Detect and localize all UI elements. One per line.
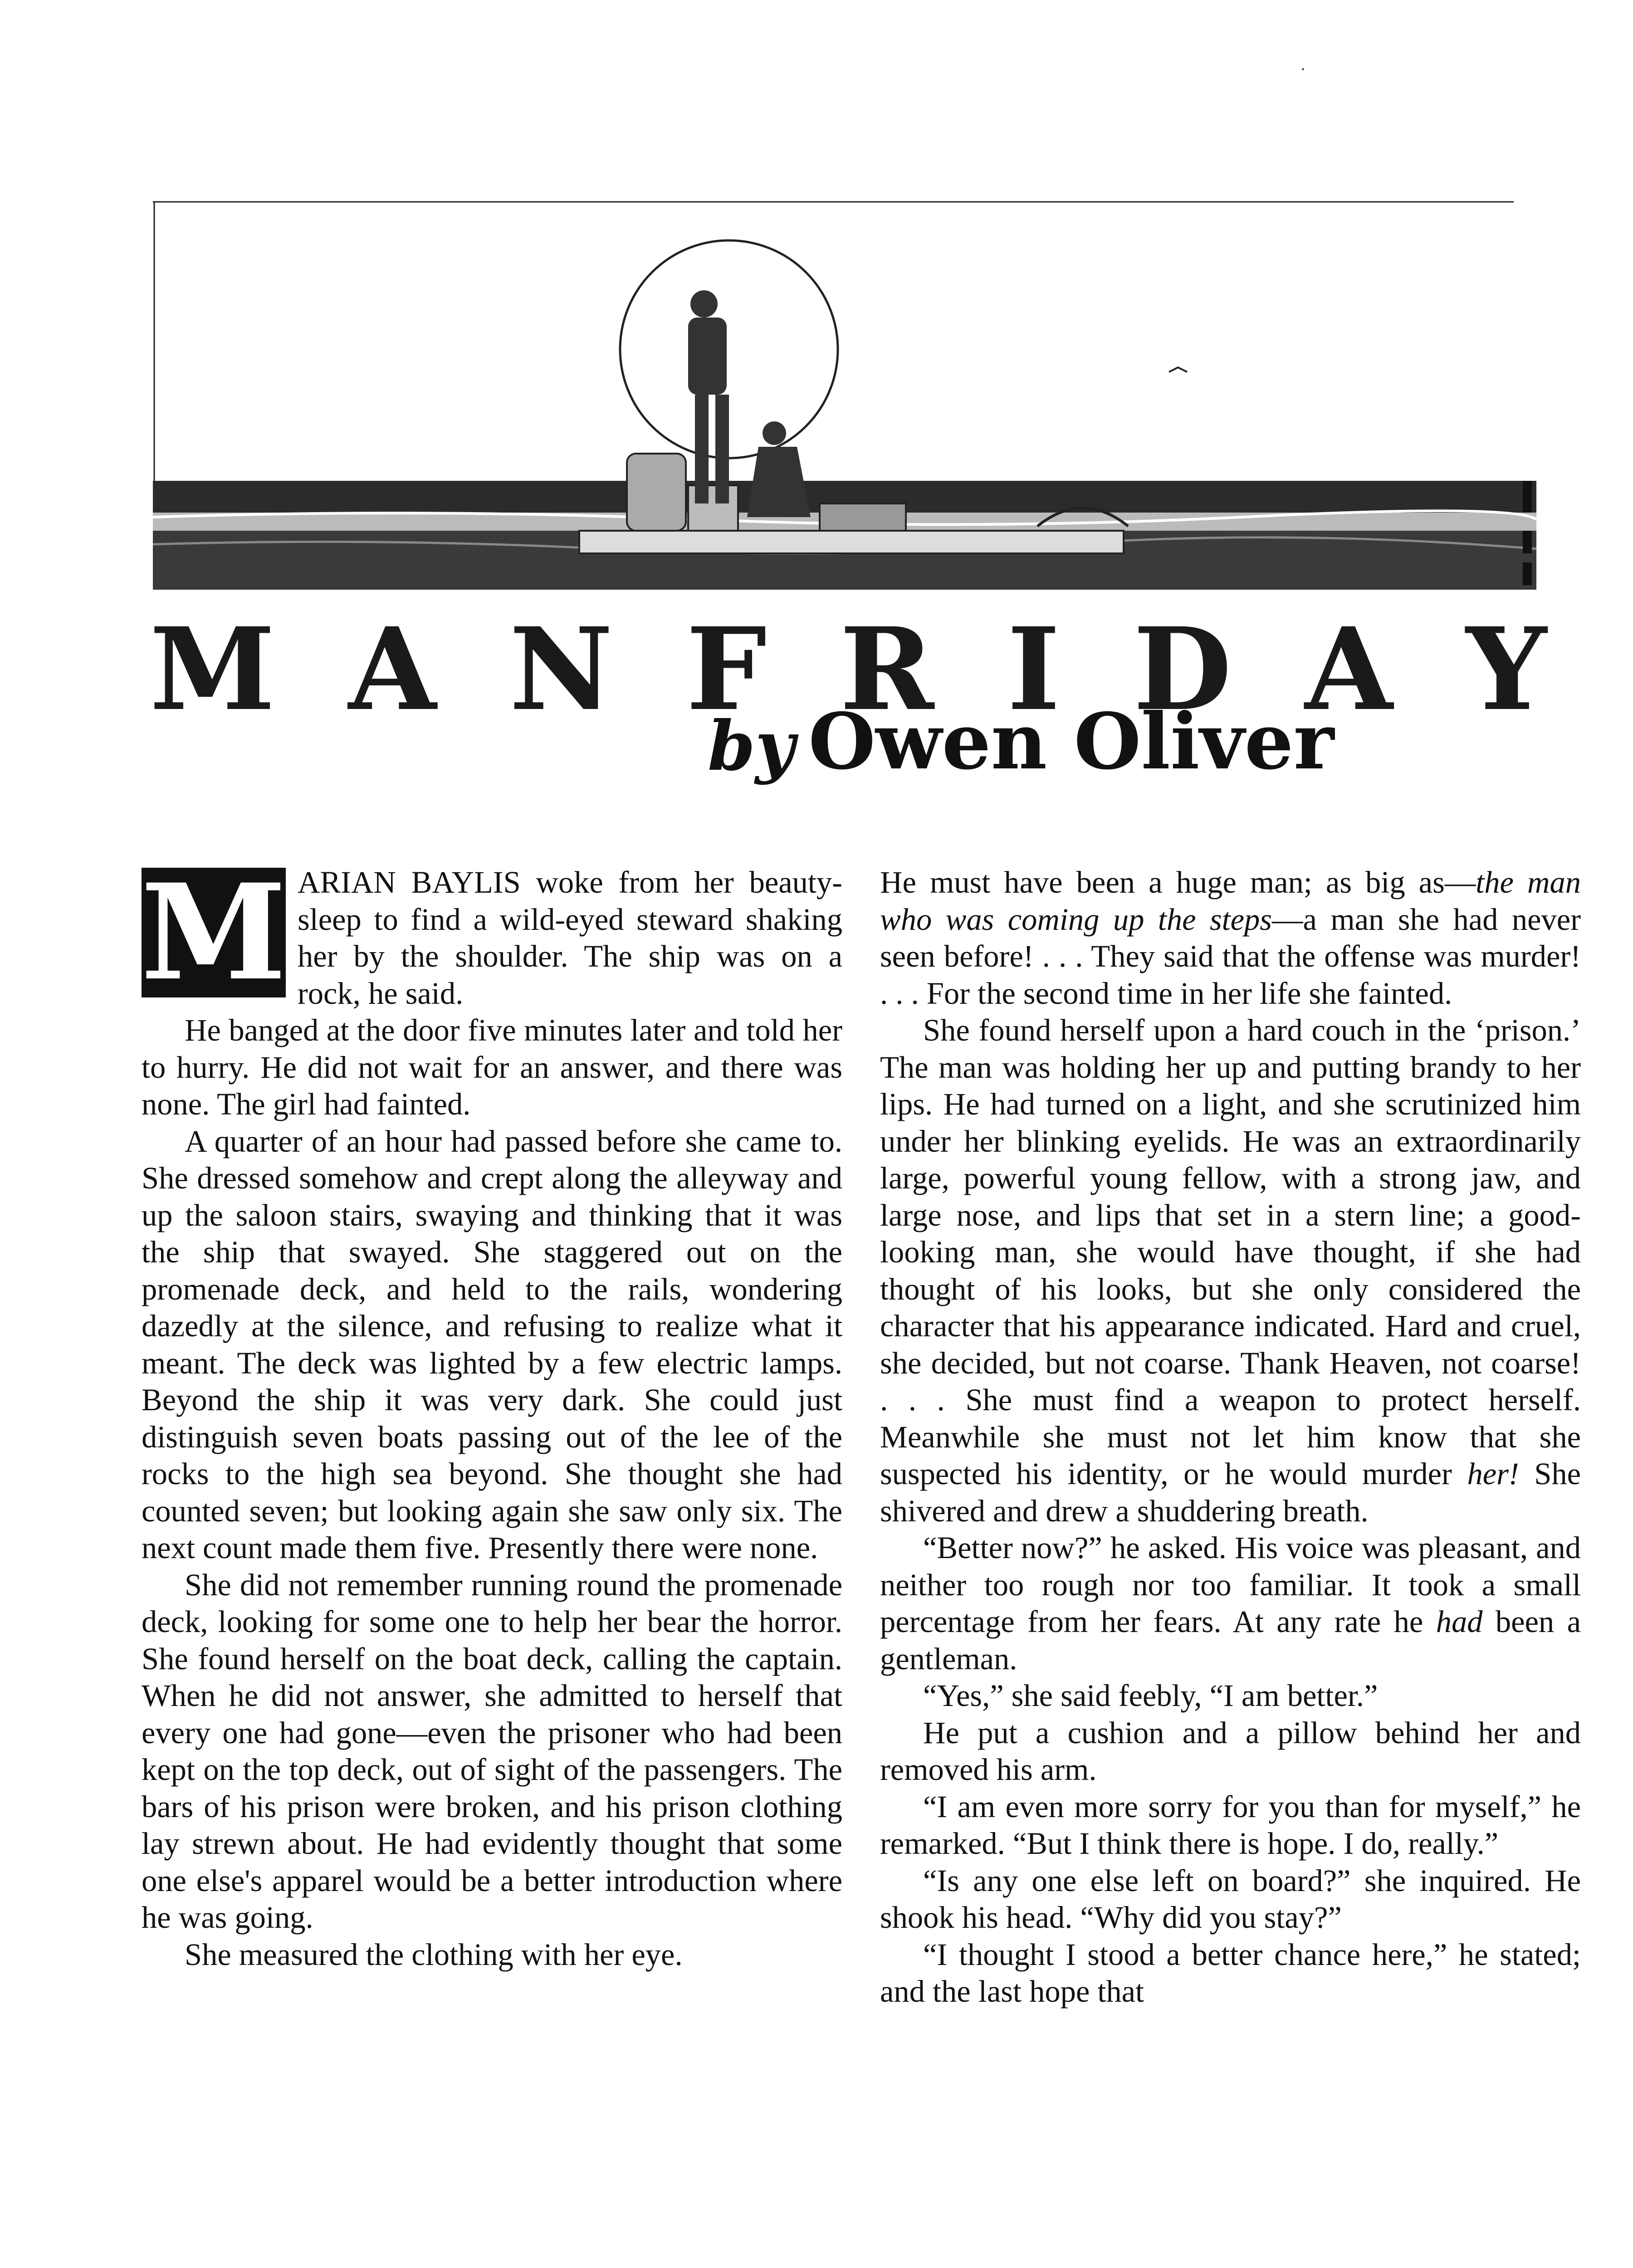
paragraph-text: “Better now?” he asked. His voice was pleasant, and neither too rough nor too familiar. It took a small percentage from her fears. At any rate he xyxy=(880,1530,1581,1639)
title-letter: Y xyxy=(1466,602,1547,736)
paragraph xyxy=(880,1530,1581,1677)
title-letter: R xyxy=(840,602,934,736)
title-letter: A xyxy=(1305,602,1393,736)
left-column xyxy=(141,855,842,1973)
paragraph xyxy=(880,1012,1581,1530)
title-letter: D xyxy=(1133,602,1232,736)
paragraph-text: He must have been a huge man; as big as— xyxy=(880,865,1476,899)
right-column xyxy=(880,864,1581,2010)
paragraph-text: —a man she had never seen before! . . . They said that the offense was murder! . . . For the second time in her life she fainted. xyxy=(880,902,1581,1011)
header-illustration xyxy=(153,200,1536,612)
paragraph xyxy=(141,855,842,1012)
paragraph: She measured the clothing with her eye. xyxy=(185,1937,683,1972)
emphasis: had xyxy=(1436,1604,1483,1639)
paragraph: “I am even more sorry for you than for myself,” he remarked. “But I think there is hope. I do, really.” xyxy=(880,1789,1581,1861)
title-letter: A xyxy=(348,602,436,736)
paragraph: A quarter of an hour had passed before she came to. She dressed somehow and crept along the alleyway and up the saloon stairs, swaying and thinking that it was the ship that swayed. She staggered out on the promenade deck, and held to the rails, wondering dazedly at the silence, and refusing to realize what it meant. The deck was lighted by a few electric lamps. Beyond the ship it was very dark. She could just distinguish seven boats passing out of the lee of the rocks to the high sea beyond. She thought she had counted seven; but looking again she saw only six. The next count made them five. Presently there were none. xyxy=(142,1124,842,1565)
paragraph: “Is any one else left on board?” she inquired. He shook his head. “Why did you stay?” xyxy=(880,1863,1581,1935)
speck xyxy=(1302,68,1304,70)
paragraph-text: She shivered and drew a shuddering breath. xyxy=(880,1457,1581,1528)
title-letter: N xyxy=(509,602,613,736)
paragraph-text: been a gentleman. xyxy=(880,1604,1581,1676)
paragraph-text: She found herself upon a hard couch in the ‘prison.’ The man was holding her up and putting brandy to her lips. He had turned on a light, and she scrutinized him under her blinking eyelids. He was an extraordinarily large, powerful young fellow, with a strong jaw, and large nose, and lips that set in a stern line; a good-looking man, she would have thought, if she had thought of his looks, but she only considered the character that his appearance indicated. Hard and cruel, she decided, but not coarse. Thank Heaven, not coarse! . . . She must find a weapon to protect herself. Meanwhile she must not let him know that she suspected his identity, or he would murder xyxy=(880,1013,1581,1491)
paragraph: He banged at the door five minutes later and told her to hurry. He did not wait for an answer, and there was none. The girl had fainted. xyxy=(142,1013,842,1121)
byline xyxy=(708,689,1335,787)
title-letter: I xyxy=(1007,602,1061,736)
paragraph-text: ARIAN BAYLIS woke from her beauty-sleep to find a wild-eyed steward shaking her by the shoulder. The ship was on a rock, he said. xyxy=(298,865,842,1011)
emphasis: the man who was coming up the steps xyxy=(880,865,1581,937)
title-letter: F xyxy=(686,602,767,736)
author-name: Owen Oliver xyxy=(808,696,1335,787)
paragraph xyxy=(880,864,1581,1012)
paragraph: He put a cushion and a pillow behind her and removed his arm. xyxy=(880,1715,1581,1787)
paragraph: She did not remember running round the promenade deck, looking for some one to help her bear the horror. She found herself on the boat deck, calling the captain. When he did not answer, she admitted to herself that every one had gone—even the prisoner who had been kept on the top deck, out of sight of the passengers. The bars of his prison were broken, and his prison clothing lay strewn about. He had evidently thought that some one else's apparel would be a better introduction where he was going. xyxy=(142,1567,842,1935)
title-letter: M xyxy=(150,602,275,736)
paragraph: “I thought I stood a better chance here,” he stated; and the last hope that xyxy=(880,1937,1581,2009)
byline-by: by xyxy=(708,706,795,786)
drop-cap: M xyxy=(141,855,287,1010)
paragraph: “Yes,” she said feebly, “I am better.” xyxy=(923,1678,1378,1713)
emphasis: her! xyxy=(1467,1457,1519,1491)
